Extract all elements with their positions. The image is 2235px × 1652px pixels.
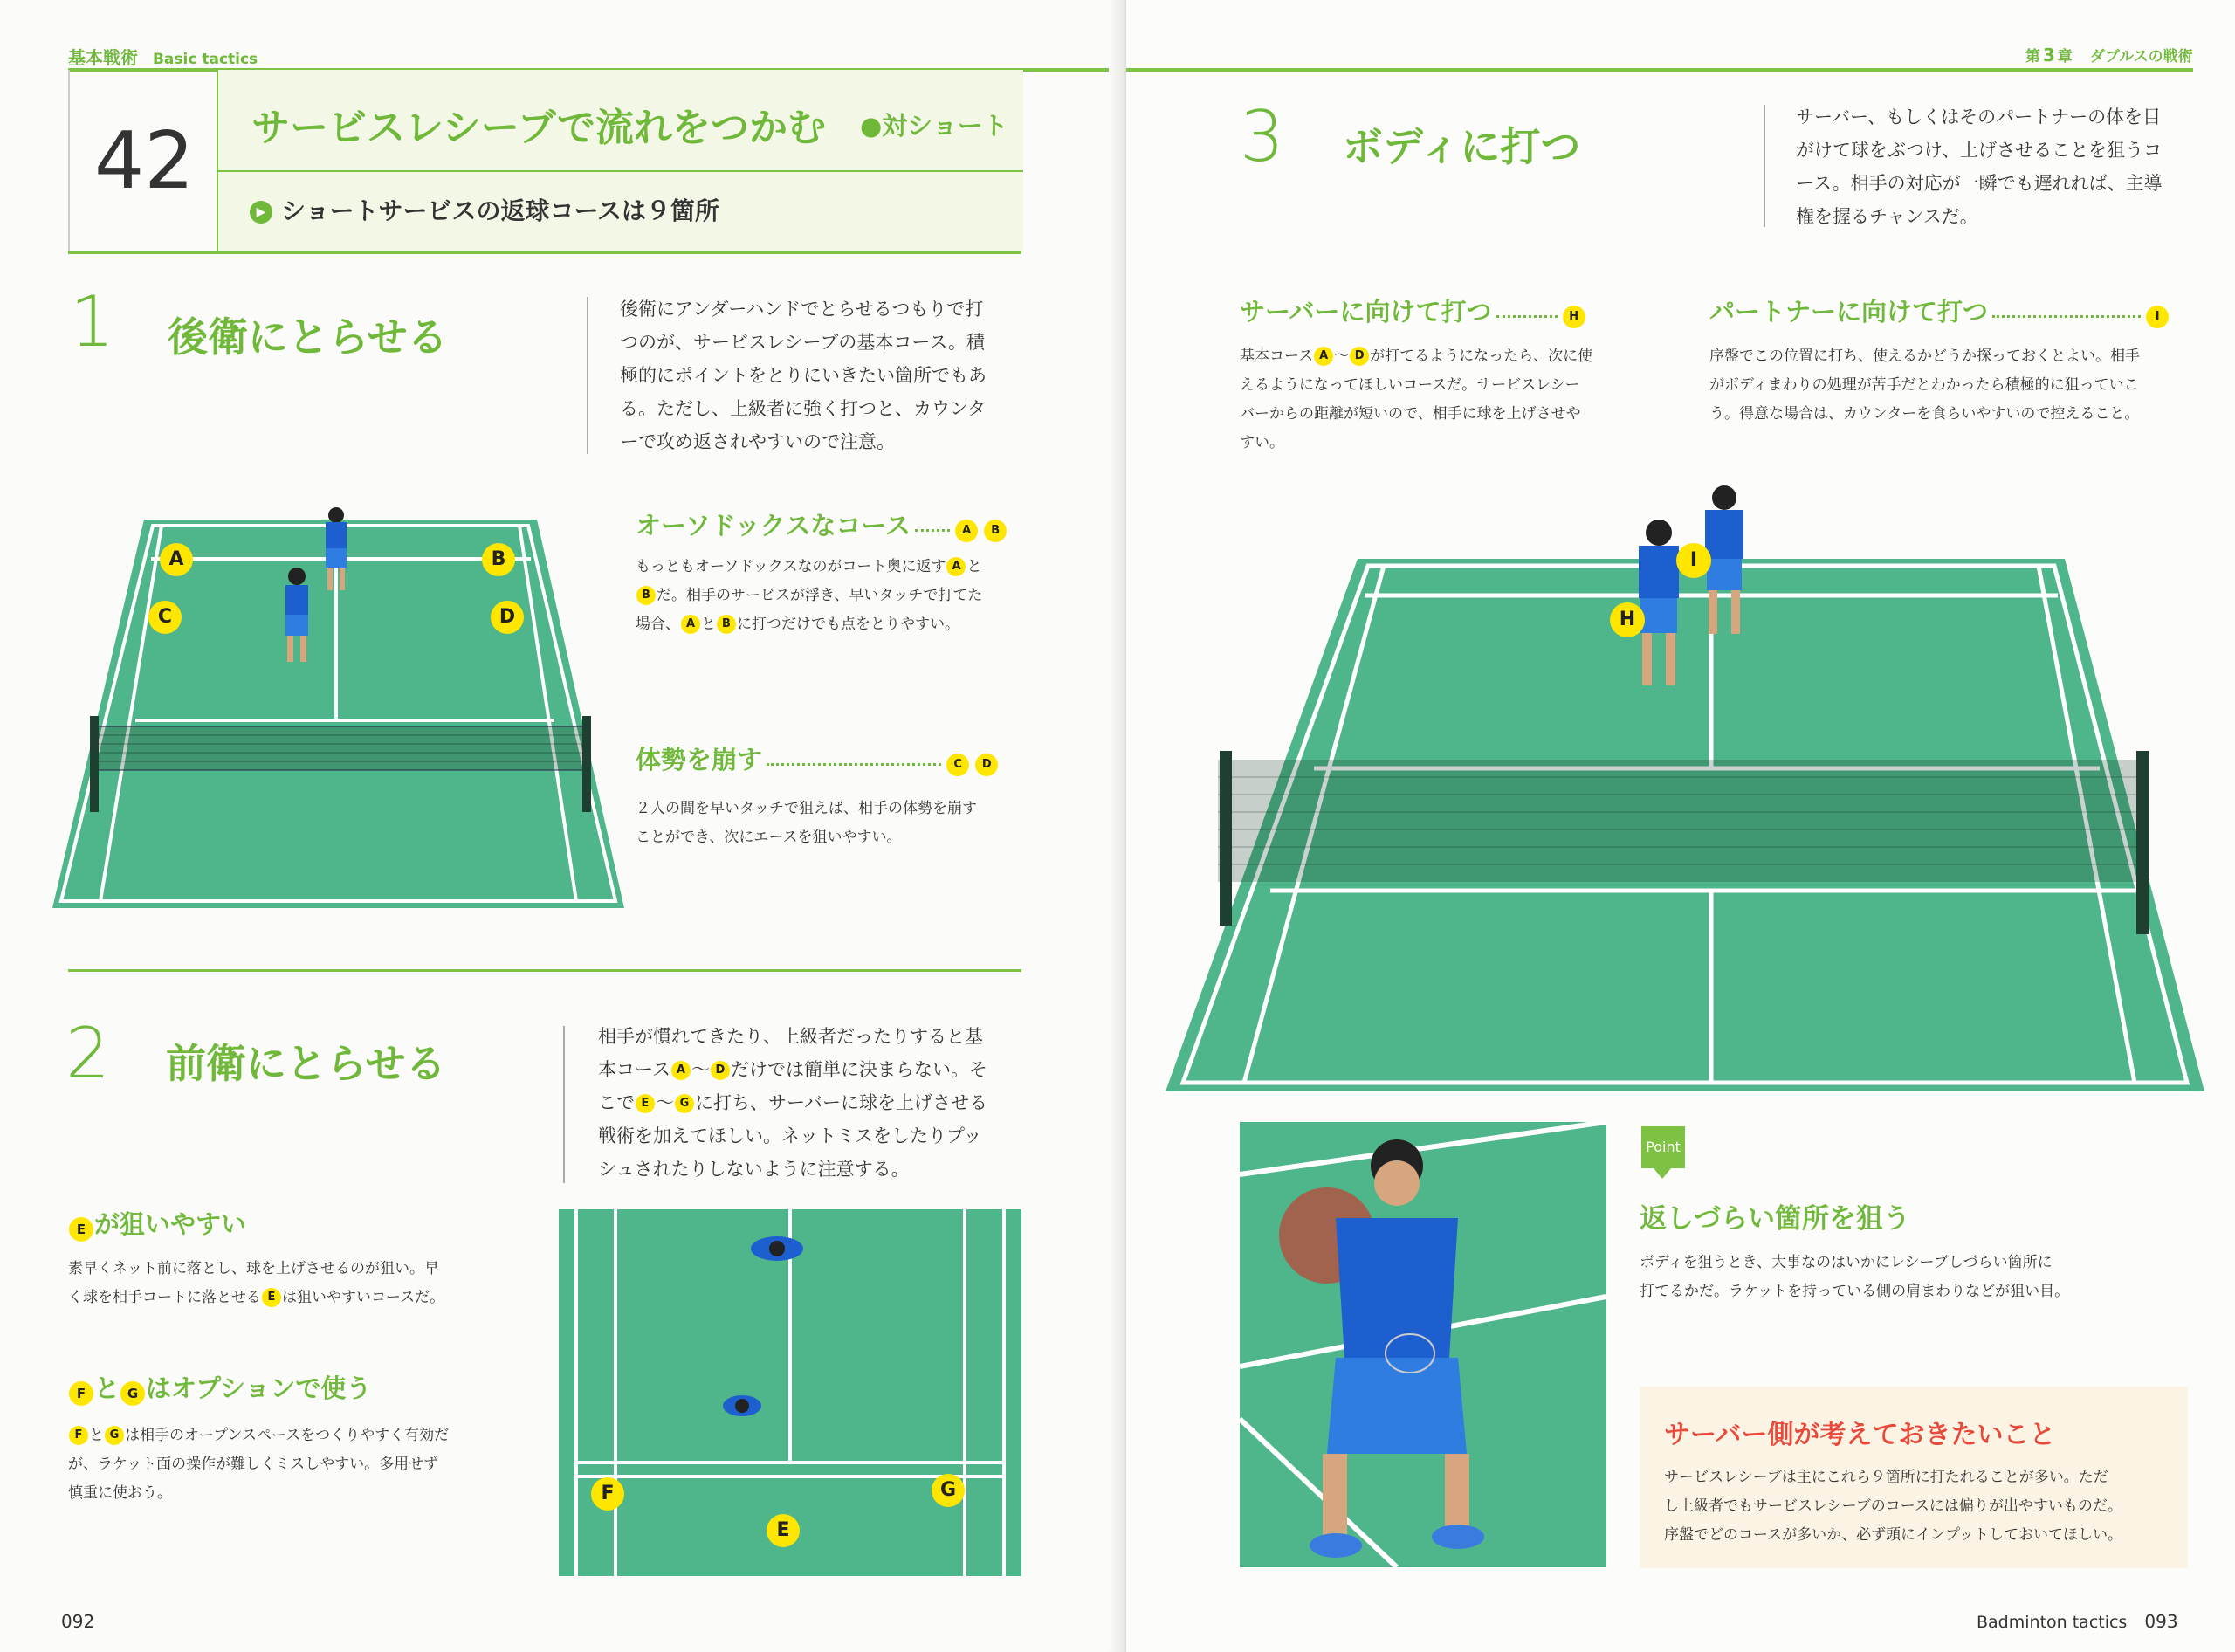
text-span: と — [701, 616, 716, 633]
dotted-leader — [1992, 315, 2141, 318]
court-marker-e: E — [767, 1514, 800, 1547]
header-rule-right — [1126, 68, 2193, 72]
marker-a: A — [681, 615, 700, 634]
section-rule — [68, 969, 1021, 972]
section-2-divider — [563, 1026, 565, 1183]
text-line: 序盤でどのコースが多いか、必ず頭にインプットしておいてほしい。 — [1664, 1526, 2122, 1544]
text-line: ことができ、次にエースを狙いやすい。 — [636, 829, 902, 846]
marker-h: H — [1563, 306, 1585, 328]
partner-target-title: パートナーに向けて打つ — [1709, 297, 1989, 327]
section-3-number: 3 — [1240, 96, 1284, 177]
dotted-leader — [767, 763, 941, 766]
marker-a: A — [1314, 347, 1333, 366]
section-1-title: 後衛にとらせる — [168, 313, 448, 361]
orthodox-course-body — [636, 553, 982, 639]
break-posture-body — [636, 795, 977, 852]
marker-a: A — [946, 557, 966, 576]
text-span: 〜 — [691, 1059, 710, 1080]
court-marker-g: G — [932, 1474, 965, 1507]
server-target-body — [1240, 342, 1592, 458]
dotted-leader — [1496, 315, 1558, 318]
player-bottom — [723, 1395, 761, 1416]
text-line: 権を握るチャンスだ。 — [1796, 206, 1978, 227]
server-tip-title: サーバー側が考えておきたいこと — [1664, 1420, 2056, 1450]
marker-i: I — [2146, 306, 2169, 328]
net — [1218, 760, 2148, 882]
point-badge-tail — [1654, 1168, 1671, 1179]
title-bottom-rule — [68, 251, 1021, 254]
court-marker-i: I — [1676, 543, 1711, 578]
partner-target-body — [1709, 342, 2140, 429]
text-span: こで — [598, 1092, 635, 1113]
marker-a: A — [671, 1061, 691, 1080]
text-span: く球を相手コートに落とせる — [68, 1289, 261, 1306]
text-span: は相手のオープンスペースをつくりやすく有効だ — [125, 1427, 450, 1444]
text-line: し上級者でもサービスレシーブのコースには偏りが出やすいものだ。 — [1664, 1497, 2122, 1515]
option-fg-heading — [68, 1369, 371, 1406]
lesson-tag: ●対ショート — [860, 111, 1008, 141]
target-e-title: が狙いやすい — [94, 1209, 247, 1239]
player-top — [751, 1236, 803, 1261]
footer-right — [1977, 1611, 2178, 1632]
point-badge: Point — [1641, 1126, 1685, 1168]
text-line: 慎重に使おう。 — [68, 1484, 172, 1502]
point-body — [1640, 1249, 2069, 1306]
text-line: がけて球をぶつけ、上げさせることを狙うコ — [1796, 140, 2163, 161]
section-1-line: つのが、サービスレシーブの基本コース。積 — [620, 332, 986, 353]
court-marker-a: A — [160, 543, 193, 576]
lesson-subtitle — [250, 192, 719, 227]
net-post-left — [90, 716, 99, 812]
option-fg-title: はオプションで使う — [146, 1373, 372, 1403]
text-line: がボディまわりの処理が苦手だとわかったら積極的に狙っていこ — [1709, 376, 2139, 394]
text-span: 基本コース — [1240, 348, 1314, 365]
lesson-title: サービスレシーブで流れをつかむ — [251, 106, 827, 150]
lesson-number: 42 — [94, 115, 195, 207]
text-line: 相手が慣れてきたり、上級者だったりすると基 — [598, 1026, 983, 1047]
text-line: すい。 — [1240, 434, 1284, 451]
text-span: 〜 — [656, 1092, 674, 1113]
marker-b: B — [636, 586, 656, 605]
lesson-title-box — [217, 70, 1023, 251]
right-page — [1126, 0, 2235, 1652]
text-span: だけでは簡単に決まらない。そ — [730, 1059, 987, 1080]
section-2-title: 前衛にとらせる — [166, 1040, 446, 1087]
section-1-number: 1 — [70, 281, 114, 362]
section-1-line: る。ただし、上級者に強く打つと、カウンタ — [620, 398, 987, 419]
orthodox-course-title: オーソドックスなコース — [636, 511, 911, 540]
net-post-right — [582, 716, 591, 812]
text-span: 場合、 — [636, 616, 680, 633]
section-1-line: 極的にポイントをとりにいきたい箇所でもあ — [620, 365, 987, 386]
text-span: に打つだけでも点をとりやすい。 — [737, 616, 959, 633]
text-line: が、ラケット面の操作が難しくミスしやすい。多用せず — [68, 1456, 439, 1473]
running-header-right — [2025, 44, 2193, 65]
section-1-divider — [587, 297, 588, 454]
marker-d: D — [711, 1061, 730, 1080]
lesson-subtitle-text: ショートサービスの返球コースは９箇所 — [281, 196, 720, 225]
chapter-post: 章 — [2057, 48, 2073, 65]
text-line: 素早くネット前に落とし、球を上げさせるのが狙い。早 — [68, 1260, 439, 1277]
marker-f: F — [69, 1381, 93, 1406]
marker-c: C — [946, 754, 969, 776]
target-e-body — [68, 1255, 444, 1312]
text-line: 戦術を加えてほしい。ネットミスをしたりプッ — [598, 1125, 982, 1146]
marker-e: E — [69, 1217, 93, 1242]
server-target-heading — [1240, 293, 1586, 328]
text-line: ース。相手の対応が一瞬でも遅れれば、主導 — [1796, 173, 2163, 194]
partner-target-heading — [1709, 293, 2170, 328]
court-marker-f: F — [591, 1477, 624, 1511]
section-3-title: ボディに打つ — [1343, 123, 1581, 170]
text-line: サービスレシーブは主にこれら９箇所に打たれることが多い。ただ — [1664, 1469, 2108, 1486]
target-e-heading — [68, 1205, 246, 1242]
net-post-left — [1220, 751, 1232, 926]
break-posture-heading — [636, 740, 999, 776]
player-closeup-illustration — [1240, 1122, 1606, 1567]
text-span: は狙いやすいコースだ。 — [282, 1289, 445, 1306]
section-1-body — [620, 293, 987, 458]
chapter-title: ダブルスの戦術 — [2089, 48, 2193, 65]
chapter-pre: 第 — [2025, 48, 2040, 65]
server-tip-box — [1640, 1387, 2188, 1568]
text-line: う。得意な場合は、カウンターを食らいやすいので控えること。 — [1709, 405, 2140, 423]
marker-g: G — [675, 1094, 694, 1113]
lesson-title-divider — [218, 170, 1023, 172]
text-span: が打てるようになったら、次に使 — [1370, 348, 1593, 365]
dotted-leader — [915, 529, 950, 532]
page-number-left: 092 — [61, 1611, 95, 1632]
text-span: 本コース — [598, 1059, 670, 1080]
option-fg-body — [68, 1421, 449, 1508]
marker-g: G — [120, 1381, 145, 1406]
text-line: ２人の間を早いタッチで狙えば、相手の体勢を崩す — [636, 800, 977, 817]
page-number-right: 093 — [2144, 1611, 2178, 1632]
orthodox-course-heading — [636, 506, 1007, 542]
lesson-number-box — [68, 70, 218, 251]
text-span: もっともオーソドックスなのがコート奥に返す — [636, 558, 946, 575]
text-span: 〜 — [1334, 348, 1350, 365]
court-marker-b: B — [482, 543, 515, 576]
server-tip-body — [1664, 1463, 2122, 1550]
section-1-line: ーで攻め返されやすいので注意。 — [620, 431, 895, 452]
text-span: に打ち、サーバーに球を上げさせる — [695, 1092, 987, 1113]
point-title: 返しづらい箇所を狙う — [1640, 1203, 1910, 1235]
text-line: 打てるかだ。ラケットを持っている側の肩まわりなどが狙い目。 — [1640, 1283, 2070, 1300]
marker-f: F — [69, 1426, 88, 1445]
marker-a: A — [955, 520, 978, 542]
marker-b: B — [984, 520, 1007, 542]
court-illustration-1 — [48, 498, 633, 917]
net-post-right — [2136, 751, 2149, 934]
play-icon: ▶ — [250, 201, 272, 224]
text-line: えるようになってほしいコースだ。サービスレシー — [1240, 376, 1580, 394]
footer-text: Badminton tactics — [1977, 1613, 2128, 1632]
marker-g: G — [105, 1426, 124, 1445]
net — [92, 726, 589, 770]
header-en: Basic tactics — [152, 51, 258, 68]
section-1-line: 後衛にアンダーハンドでとらせるつもりで打 — [620, 299, 984, 320]
text-span: と — [94, 1373, 120, 1403]
marker-d: D — [975, 754, 998, 776]
text-line: シュされたりしないように注意する。 — [598, 1159, 910, 1180]
marker-b: B — [717, 615, 736, 634]
text-span: と — [89, 1427, 104, 1444]
server-target-title: サーバーに向けて打つ — [1240, 297, 1492, 327]
section-2-number: 2 — [65, 1013, 110, 1094]
section-2-body — [598, 1020, 987, 1186]
marker-d: D — [1350, 347, 1369, 366]
text-span: だ。相手のサービスが浮き、早いタッチで打てた — [657, 587, 983, 604]
marker-e: E — [262, 1288, 281, 1307]
court-marker-d: D — [491, 601, 524, 634]
running-header — [68, 44, 258, 69]
break-posture-title: 体勢を崩す — [636, 745, 763, 774]
text-line: バーからの距離が短いので、相手に球を上げさせや — [1240, 405, 1581, 423]
text-line: 序盤でこの位置に打ち、使えるかどうか探っておくとよい。相手 — [1709, 348, 2140, 365]
court-marker-c: C — [148, 601, 182, 634]
text-line: サーバー、もしくはそのパートナーの体を目 — [1796, 107, 2162, 127]
court-surface — [52, 520, 624, 908]
header-jp: 基本戦術 — [68, 47, 138, 68]
court-marker-h: H — [1610, 602, 1645, 637]
text-span: と — [966, 558, 982, 575]
text-line: ボディを狙うとき、大事なのはいかにレシーブしづらい箇所に — [1640, 1254, 2053, 1271]
marker-e: E — [636, 1094, 655, 1113]
section-3-divider — [1764, 105, 1765, 227]
section-3-body — [1796, 100, 2163, 233]
chapter-number: 3 — [2043, 45, 2055, 65]
